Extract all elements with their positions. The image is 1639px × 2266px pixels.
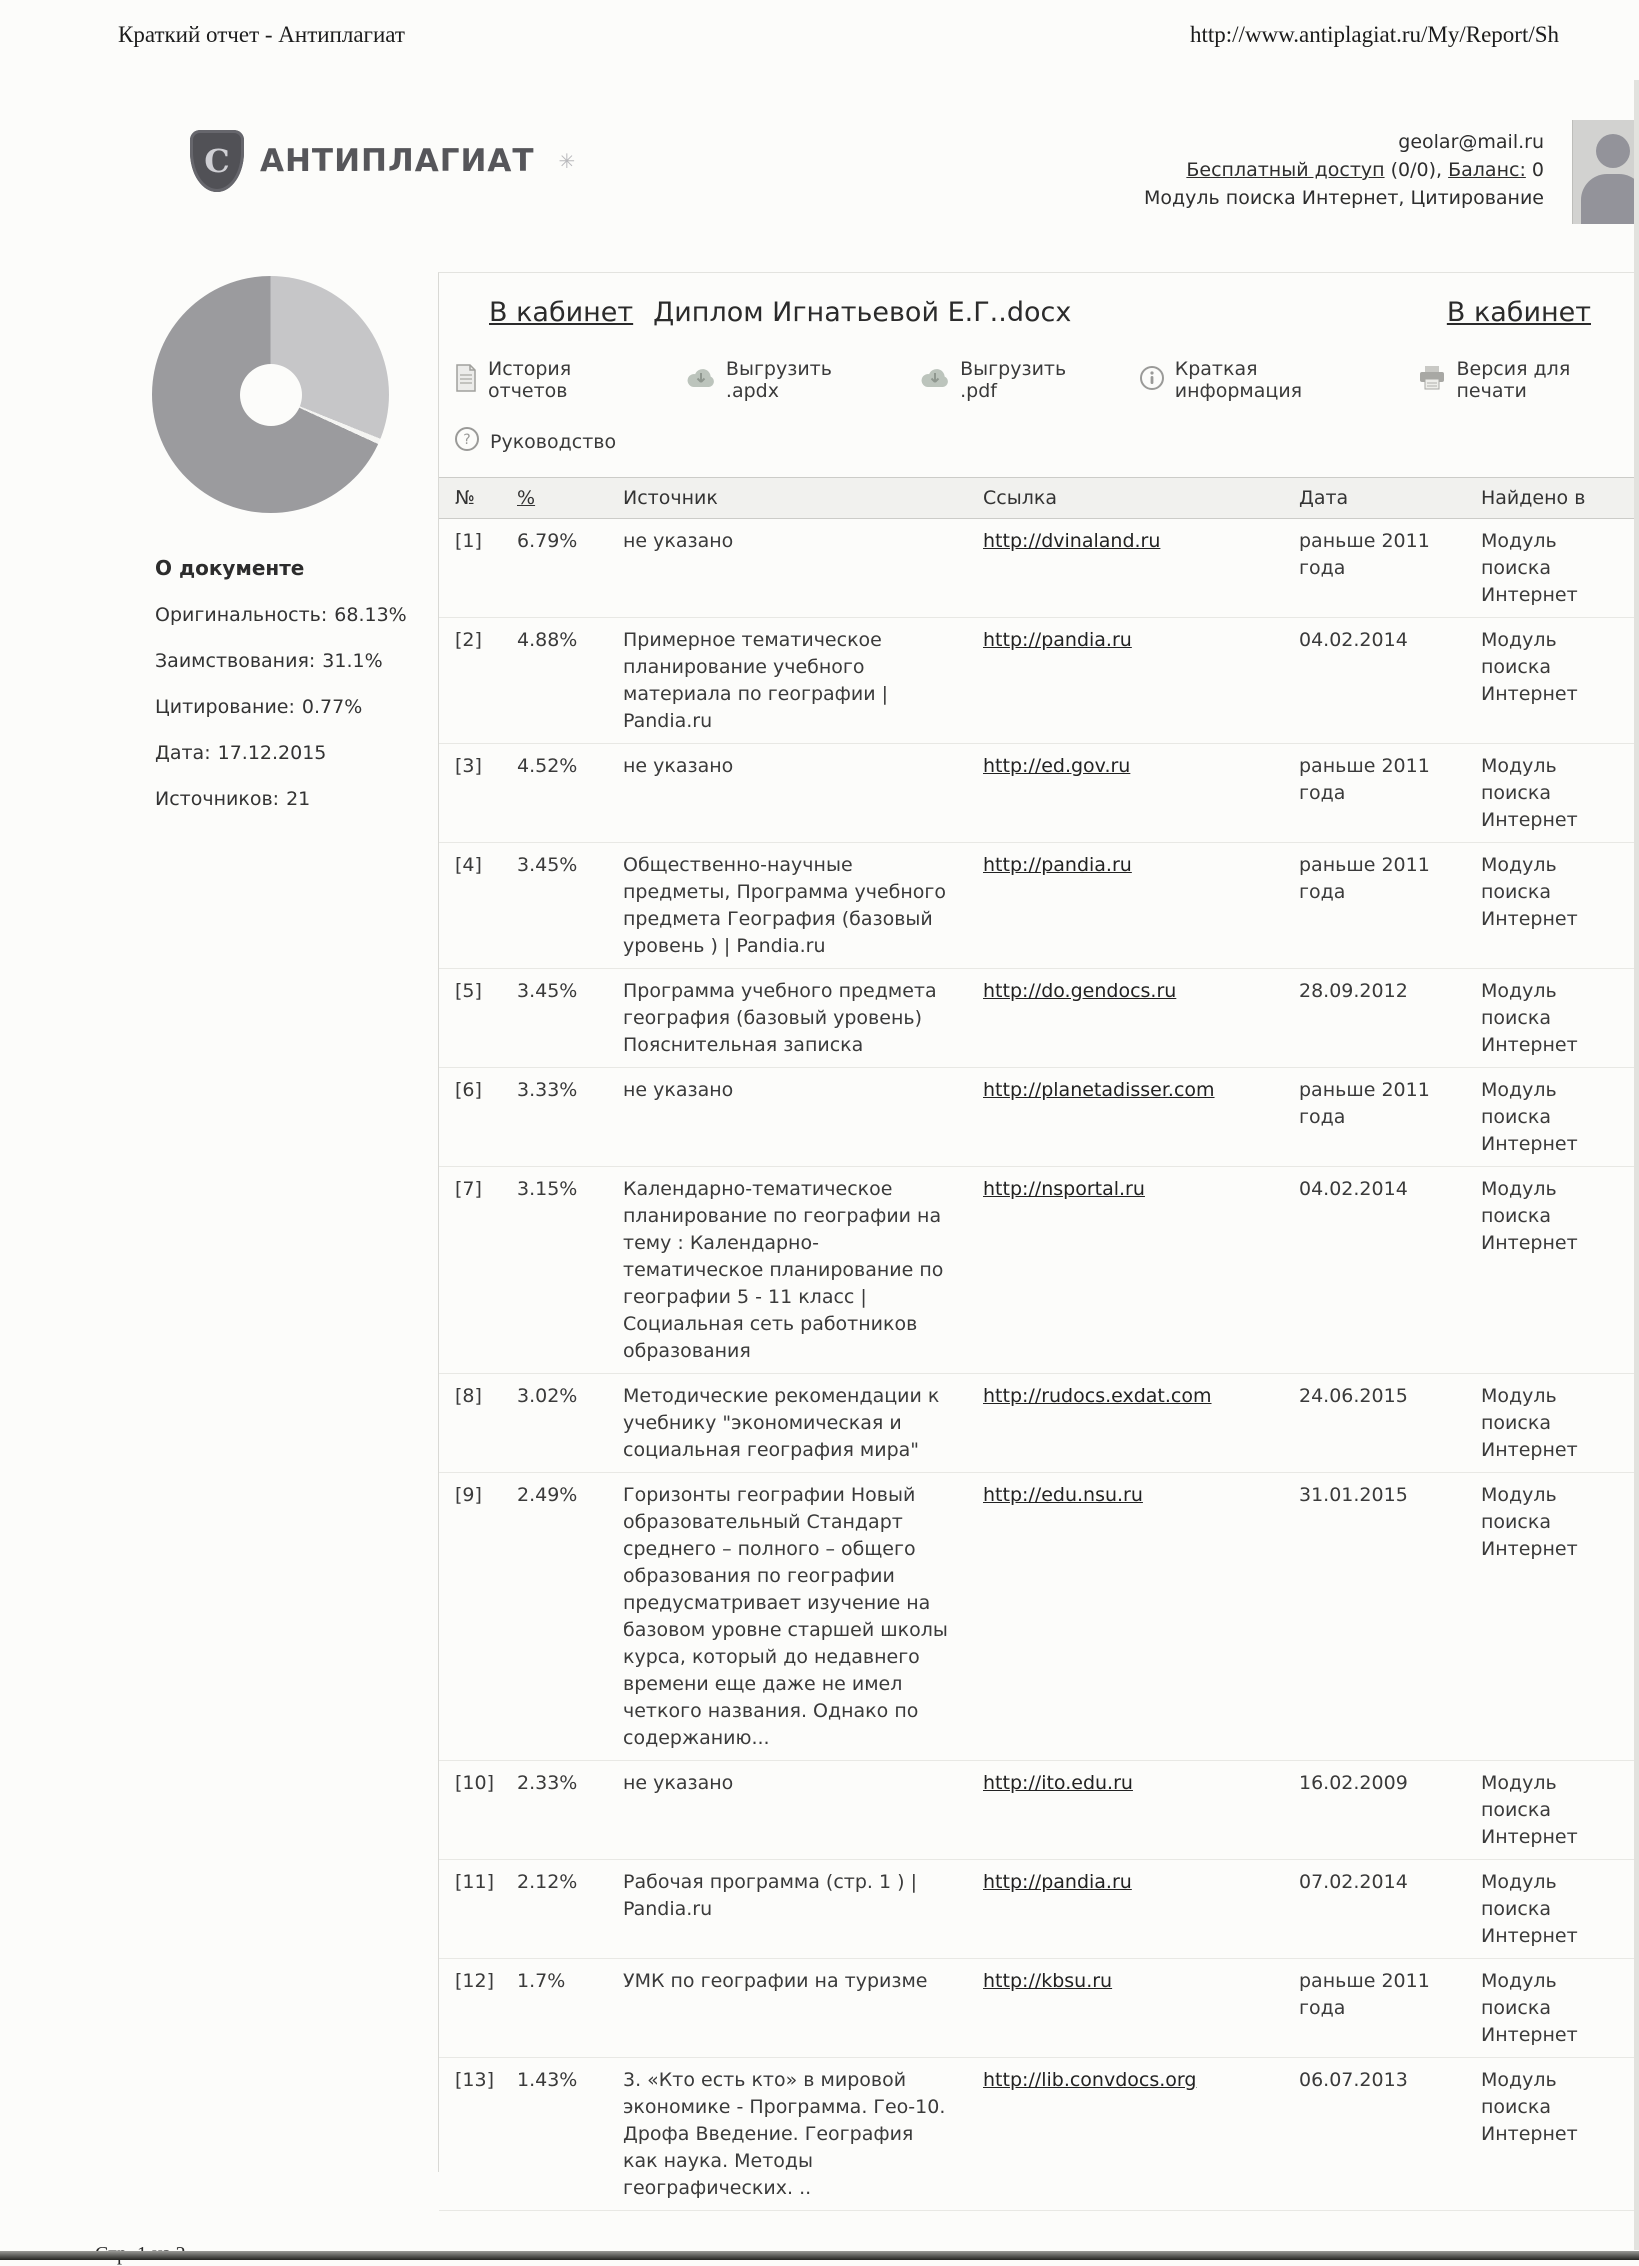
stat-value: 31.1% [322,650,383,672]
row-number: [2] [455,629,482,651]
row-found-in: Модуль поиска Интернет [1481,1178,1578,1254]
stat-borrowed [155,638,425,684]
col-source: Источник [623,487,718,509]
table-row [439,744,1639,843]
row-date: 07.02.2014 [1299,1871,1408,1893]
title-row [439,273,1639,328]
report-toolbar [439,328,1639,402]
row-link[interactable]: http://pandia.ru [983,629,1132,651]
row-source: Горизонты географии Новый образовательный Стандарт среднего – полного – общего образования по географии предусматривает изучение на базовом уровне старшей школы курса, который до недавнего времени еще даже не имел четкого названия. Однако по содержанию... [623,1484,948,1749]
row-percent: 6.79% [517,530,578,552]
account-email: geolar@mail.ru [1398,131,1544,153]
reports-history-button[interactable] [454,358,650,402]
balance-value: 0 [1531,159,1544,181]
table-row [439,843,1639,969]
row-found-in: Модуль поиска Интернет [1481,1772,1578,1848]
shield-logo-icon: C [190,130,244,192]
row-number: [1] [455,530,482,552]
stat-date [155,730,425,776]
row-number: [6] [455,1079,482,1101]
cabinet-link[interactable]: В кабинет [1446,297,1591,328]
cloud-download-icon [686,366,716,395]
row-number: [8] [455,1385,482,1407]
row-number: [13] [455,2069,495,2091]
table-row [439,1959,1639,2058]
table-row [439,519,1639,618]
antiplagiat-logo [190,130,575,192]
logo-text: АНТИПЛАГИАТ [260,143,535,179]
short-info-button[interactable] [1139,358,1383,402]
row-found-in: Модуль поиска Интернет [1481,755,1578,831]
table-row [439,1068,1639,1167]
stat-label: Дата: [155,742,211,764]
stat-label: Заимствования: [155,650,316,672]
row-found-in: Модуль поиска Интернет [1481,629,1578,705]
row-number: [10] [455,1772,495,1794]
balance-link[interactable]: Баланс: [1448,159,1526,181]
toolbar-item-label: Краткая информация [1174,358,1303,402]
row-number: [4] [455,854,482,876]
table-body [439,519,1639,2211]
row-source: Примерное тематическое планирование учебного материала по географии | Pandia.ru [623,629,889,732]
row-link[interactable]: http://edu.nsu.ru [983,1484,1143,1506]
row-date: раньше 2011 года [1299,1970,1430,2019]
back-to-cabinet-link[interactable]: В кабинет [489,297,634,328]
row-link[interactable]: http://kbsu.ru [983,1970,1113,1992]
help-icon [454,426,480,457]
sources-table [439,477,1639,2211]
scan-edge-bottom [0,2251,1639,2260]
row-percent: 1.43% [517,2069,578,2091]
print-version-button[interactable] [1418,358,1639,402]
row-date: раньше 2011 года [1299,530,1430,579]
stat-citation [155,684,425,730]
row-link[interactable]: http://lib.convdocs.org [983,2069,1197,2091]
stat-label: Цитирование: [155,696,295,718]
svg-text:?: ? [463,432,471,448]
free-access-link[interactable]: Бесплатный доступ [1186,159,1385,181]
toolbar-item-label: Версия для печати [1456,358,1571,402]
row-percent: 2.49% [517,1484,578,1506]
row-date: раньше 2011 года [1299,1079,1430,1128]
row-percent: 1.7% [517,1970,566,1992]
row-percent: 3.15% [517,1178,578,1200]
row-found-in: Модуль поиска Интернет [1481,2069,1578,2145]
account-info [1144,128,1544,212]
row-link[interactable]: http://pandia.ru [983,1871,1132,1893]
row-number: [3] [455,755,482,777]
search-modules-label: Модуль поиска Интернет, Цитирование [1144,187,1544,209]
row-source: Рабочая программа (стр. 1 ) | Pandia.ru [623,1871,917,1920]
row-percent: 2.12% [517,1871,578,1893]
print-header-title: Краткий отчет - Антиплагиат [118,22,405,47]
row-source: 3. «Кто есть кто» в мировой экономике - Программа. Гео-10. Дрофа Введение. География как наука. Методы географических. .. [623,2069,946,2199]
row-number: [12] [455,1970,495,1992]
export-apdx-button[interactable] [686,358,884,402]
row-found-in: Модуль поиска Интернет [1481,1484,1578,1560]
row-found-in: Модуль поиска Интернет [1481,1385,1578,1461]
table-row [439,1761,1639,1860]
document-icon [454,364,478,397]
row-percent: 3.33% [517,1079,578,1101]
row-source: не указано [623,1079,734,1101]
row-found-in: Модуль поиска Интернет [1481,1871,1578,1947]
guide-link[interactable] [454,426,616,457]
avatar-bust-shape [1581,174,1639,224]
row-date: 28.09.2012 [1299,980,1408,1002]
guide-row [439,402,1639,457]
row-number: [7] [455,1178,482,1200]
row-link[interactable]: http://ed.gov.ru [983,755,1131,777]
avatar-head-shape [1596,134,1630,168]
table-row [439,1374,1639,1473]
row-percent: 3.02% [517,1385,578,1407]
stat-value: 68.13% [334,604,407,626]
table-row [439,1167,1639,1374]
about-document-panel [155,556,425,822]
toolbar-item-label: Выгрузить .pdf [960,358,1067,402]
row-date: 24.06.2015 [1299,1385,1408,1407]
row-found-in: Модуль поиска Интернет [1481,854,1578,930]
stat-value: 17.12.2015 [217,742,327,764]
account-access-line [1144,156,1544,184]
col-percent-sort[interactable]: % [517,487,536,509]
row-source: Календарно-тематическое планирование по географии на тему : Календарно-тематическое планирование по географии 5 - 11 класс | Социальная сеть работников образования [623,1178,944,1362]
export-pdf-button[interactable] [920,358,1103,402]
about-document-title: О документе [155,556,305,580]
row-source: не указано [623,1772,734,1794]
row-date: 06.07.2013 [1299,2069,1408,2091]
row-number: [9] [455,1484,482,1506]
toolbar-item-label: Выгрузить .apdx [725,358,832,402]
table-row [439,2058,1639,2211]
row-found-in: Модуль поиска Интернет [1481,1970,1578,2046]
table-row [439,1473,1639,1761]
table-row [439,1860,1639,1959]
row-link[interactable]: http://rudocs.exdat.com [983,1385,1212,1407]
row-link[interactable]: http://dvinaland.ru [983,530,1161,552]
row-source: не указано [623,755,734,777]
table-row [439,969,1639,1068]
stat-label: Источников: [155,788,280,810]
access-quota: (0/0), [1390,159,1443,181]
row-percent: 4.88% [517,629,578,651]
col-number: № [455,487,475,509]
guide-label: Руководство [490,430,617,453]
table-header-row [439,477,1639,519]
stat-value: 0.77% [301,696,363,718]
row-percent: 2.33% [517,1772,578,1794]
row-date: 04.02.2014 [1299,629,1408,651]
row-date: 04.02.2014 [1299,1178,1408,1200]
document-title: Диплом Игнатьевой Е.Г..docx [653,297,1072,328]
row-number: [5] [455,980,482,1002]
row-link[interactable]: http://ito.edu.ru [983,1772,1133,1794]
report-panel [438,272,1639,2199]
row-link[interactable]: http://do.gendocs.ru [983,980,1177,1002]
row-source: УМК по географии на туризме [623,1970,928,1992]
row-date: раньше 2011 года [1299,854,1430,903]
row-found-in: Модуль поиска Интернет [1481,530,1578,606]
col-found-in: Найдено в [1481,487,1586,509]
col-date: Дата [1299,487,1349,509]
originality-pie-chart [152,276,389,513]
row-date: раньше 2011 года [1299,755,1430,804]
printer-icon [1418,365,1446,396]
stat-value: 21 [286,788,311,810]
row-link[interactable]: http://pandia.ru [983,854,1132,876]
row-link[interactable]: http://planetadisser.com [983,1079,1215,1101]
row-source: не указано [623,530,734,552]
row-percent: 3.45% [517,980,578,1002]
row-source: Методические рекомендации к учебнику "экономическая и социальная география мира" [623,1385,940,1461]
row-date: 31.01.2015 [1299,1484,1408,1506]
row-link[interactable]: http://nsportal.ru [983,1178,1145,1200]
row-found-in: Модуль поиска Интернет [1481,980,1578,1056]
scan-edge-right [1634,80,1639,2250]
row-number: [11] [455,1871,495,1893]
logo-asterisk-icon: ✳ [558,149,576,173]
print-header-url: http://www.antiplagiat.ru/My/Report/Sh [1190,22,1560,47]
row-date: 16.02.2009 [1299,1772,1408,1794]
user-avatar [1572,120,1639,224]
stat-label: Оригинальность: [155,604,328,626]
toolbar-item-label: История отчетов [488,358,572,402]
row-source: Программа учебного предмета география (базовый уровень) Пояснительная записка [623,980,937,1056]
row-percent: 4.52% [517,755,578,777]
row-source: Общественно-научные предметы, Программа учебного предмета География (базовый уровень ) | Pandia.ru [623,854,947,957]
cloud-download-icon [920,366,950,395]
row-percent: 3.45% [517,854,578,876]
stat-originality [155,592,425,638]
row-found-in: Модуль поиска Интернет [1481,1079,1578,1155]
col-link: Ссылка [983,487,1057,509]
stat-sources-count [155,776,425,822]
table-row [439,618,1639,744]
info-icon [1139,365,1165,396]
